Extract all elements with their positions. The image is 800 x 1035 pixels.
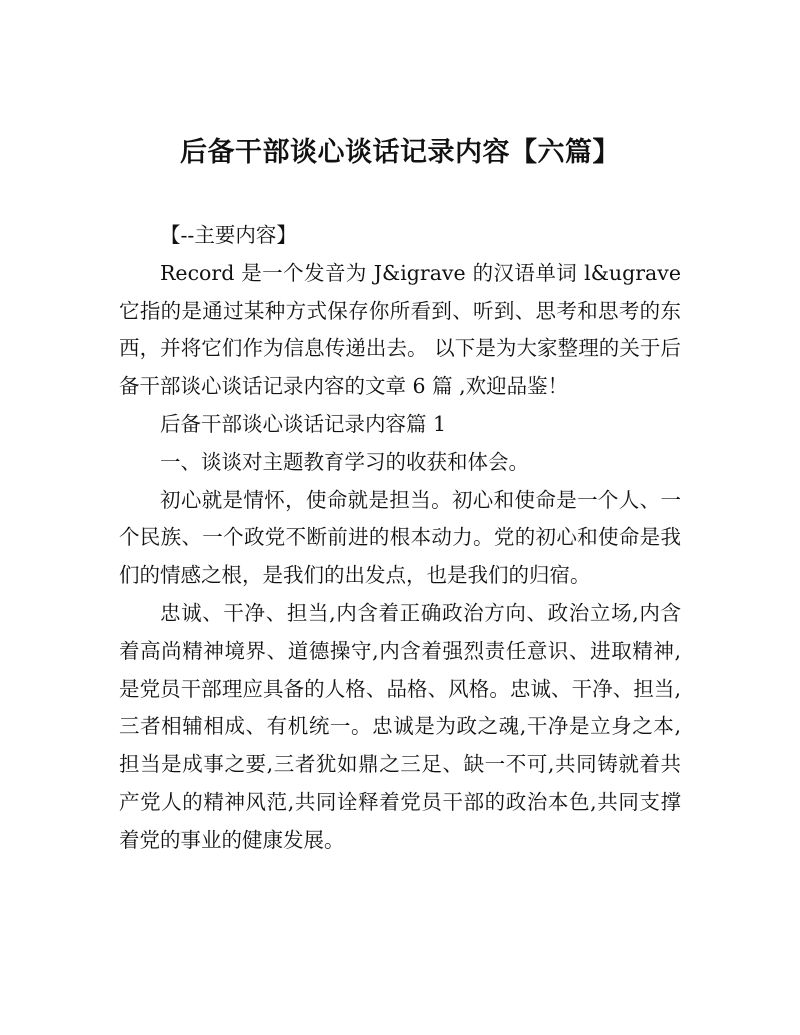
document-title: 后备干部谈心谈话记录内容【六篇】 [180,137,620,168]
intro-paragraph: Record 是一个发音为 J&igrave 的汉语单词 l&ugrave 它指的是通过某种方式保存你所看到、听到、思考和思考的东西，并将它们作为信息传递出去。 以下是为大家整理的关于后备干部谈心谈话记录内容的文章 6 篇 ,欢迎品鉴！ [119,260,681,399]
subsection-heading: 一、谈谈对主题教育学习的收获和体会。 [160,449,529,474]
document-body [119,217,681,860]
section-heading: 后备干部谈心谈话记录内容篇 1 [160,411,447,436]
body-paragraph: 忠诚、干净、担当,内含着正确政治方向、政治立场,内含着高尚精神境界、道德操守,内含着强烈责任意识、进取精神,是党员干部理应具备的人格、品格、风格。忠诚、干净、担当,三者相辅相成、有机统一。忠诚是为政之魂,干净是立身之本,担当是成事之要,三者犹如鼎之三足、缺一不可,共同铸就着共产党人的精神风范,共同诠释着党员干部的政治本色,共同支撑着党的事业的健康发展。 [119,600,681,852]
body-paragraph: 初心就是情怀，使命就是担当。初心和使命是一个人、一个民族、一个政党不断前进的根本动力。党的初心和使命是我们的情感之根，是我们的出发点，也是我们的归宿。 [119,487,681,588]
summary-label: 【--主要内容】 [160,223,297,247]
